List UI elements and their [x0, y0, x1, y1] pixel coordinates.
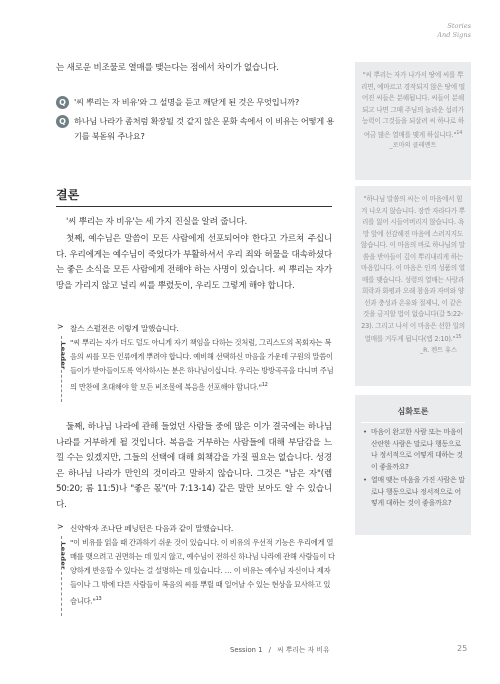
quote-body: "씨 뿌리는 자가 더도 덜도 아니게 자기 책임을 다하는 것처럼, 그리스도의 목회자는 복음의 씨를 모든 인류에게 뿌려야 합니다. 예비해 선택하신 마음을 가운데 구원의 말씀이 들이가 받아들이도록 역사하시는 분은 하나님이십니다. 우리는 방방곡곡을 다니며 주님의 만찬에 초대해야 할 모든 비조물에 복음을 선포해야 합니다."	[70, 338, 334, 392]
chevron-right-icon: >	[57, 322, 64, 331]
footer-session-title: 씨 뿌리는 자 비유	[277, 646, 330, 654]
question-1	[56, 95, 338, 110]
question-text: 하나님 나라가 좀처럼 확장될 것 같지 않은 문화 속에서 이 비유는 어떻게 용기를 북돋워 주나요?	[74, 116, 335, 141]
question-badge: Q	[56, 96, 69, 109]
running-head-line: And Signs	[437, 31, 471, 39]
discussion-item: • 열매 맺는 마음을 가진 사람은 말로나 행동으로나 정서적으로 어떻게 대하는 것이 좋을까요?	[363, 475, 465, 510]
footnote-ref: 14	[456, 129, 463, 136]
footnote-ref: 15	[455, 334, 462, 340]
quote-body: "씨 뿌리는 자가 나가서 땅에 씨를 뿌리면, 예마르고 경작되지 않은 땅에 떨어진 씨들은 분해됩니다. 씨들이 분해되고 나면 그때 주님의 놀라운 섭리가 능력이 그것들을 되살려 씨 하나로 하여금 많은 열매를 맺게 하십니다."	[361, 71, 465, 139]
paragraph: 둘째, 하나님 나라에 관해 들었던 사람들 중에 많은 이가 결국에는 하나님 나라를 거부하게 될 것입니다. 복음을 거부하는 사람들에 대해 부담감을 느낄 수는 있겠지만, 그들의 선택에 대해 회책감을 가질 필요는 없습니다. 성경은 하나님 나라가 만인의 것이라고 말하지 않습니다. 그것은 "남은 자"(렘 50:20; 롬 11:5)나 "좋은 몫"(마 7:13-14) 같은 말만 보아도 알 수 있습니다.	[56, 422, 332, 510]
intro-paragraph: 는 새로운 비조물로 열매를 맺는다는 점에서 차이가 없습니다.	[56, 63, 279, 73]
leader-note-1	[56, 322, 336, 394]
section-title: 결론	[56, 188, 80, 202]
question-text: '씨 뿌리는 자 비유'와 그 설명을 듣고 깨닫게 된 것은 무엇입니까?	[74, 97, 300, 107]
running-head-line: Stories	[447, 22, 471, 30]
leader-dashed-line	[61, 536, 62, 616]
sidebar-quote-1	[355, 62, 471, 180]
running-head	[355, 22, 471, 40]
question-2	[56, 114, 338, 144]
discussion-title: 심화토론	[361, 402, 465, 423]
footer-session-label: Session 1	[230, 646, 263, 654]
paragraph: 첫째, 예수님은 말씀이 모든 사람에게 선포되어야 한다고 가르쳐 주십니다. 우리에게는 예수님이 죽었다가 부활하셔서 우리 죄와 허물을 대속하셨다는 좋은 소식을 모든 사람에게 전해야 하는 사명이 있습니다. 씨 뿌리는 자가 땅을 가리지 않고 널리 씨를 뿌렸듯이, 우리도 그렇게 해야 합니다.	[56, 234, 332, 291]
footer-separator: /	[268, 646, 271, 654]
leader-lead: 찰스 스펄전은 이렇게 말했습니다.	[70, 324, 179, 333]
conclusion-intro	[56, 215, 332, 231]
sidebar-quote-text	[355, 62, 471, 141]
conclusion-point-1	[56, 232, 332, 294]
sidebar-quote-2	[355, 186, 471, 386]
leader-note-2	[56, 522, 336, 608]
footnote-ref: 13	[95, 596, 102, 602]
sidebar-quote-attribution: _R. 켄트 휴스	[420, 346, 457, 354]
leader-quote	[70, 536, 336, 608]
leader-quote	[70, 336, 336, 394]
discussion-item: • 마음이 완고한 사람 또는 마음이 산란한 사람은 말로나 행동으로나 정서적으로 어떻게 대하는 것이 좋을까요?	[363, 427, 465, 473]
leader-lead: 신약학자 조나단 페닝턴은 다음과 같이 말했습니다.	[70, 524, 234, 533]
leader-label: Leader	[59, 342, 67, 370]
discussion-box	[355, 395, 471, 535]
quote-body: "이 비유를 읽을 때 간과하기 쉬운 것이 있습니다. 이 비유의 우선적 기능은 우리에게 열매를 맺으려고 권면하는 데 있지 않고, 예수님이 전하신 하나님 나라에 관해 사람들이 다양하게 반응할 수 있다는 걸 설명하는 데 있습니다. … 이 비유는 예수님 자신이나 제자들이나 그 밖에 다른 사람들이 복음의 씨를 뿌릴 때 일어날 수 있는 현상을 묘사하고 있습니다."	[70, 538, 335, 606]
question-badge: Q	[56, 115, 69, 128]
sidebar-quote-text	[355, 186, 471, 346]
section-divider	[56, 206, 332, 207]
leader-dashed-line	[61, 336, 62, 402]
footnote-ref: 12	[261, 382, 268, 388]
sidebar	[355, 0, 471, 684]
paragraph: '씨 뿌리는 자 비유'는 세 가지 진실을 알려 줍니다.	[66, 217, 248, 227]
chevron-right-icon: >	[57, 522, 64, 531]
sidebar-quote-attribution: _로마의 클레멘트	[389, 142, 437, 150]
quote-body: "하나님 말씀의 씨는 이 마음에서 힘겨 나오지 않습니다. 잠깐 자라다가 뿌리를 잃어 시들어버리지 않습니다. 욕망 앞에 선감해진 마음에 스러지지도 않습니다. 이 마음의 바로 하나님의 말씀을 받아들이 깊이 뿌리내리게 하는 마음입니다. 이 마음은 인격 성품의 열매를 맺습니다. 성령의 열매는 사랑과 희락과 화평과 오래 참음과 자비와 양선과 충성과 온유와 절제니, 이 같은 것을 금지할 법이 없습니다(갈 5:22-23). 그리고 나서 이 마음은 선한 일의 열매를 거두게 됩니다(엡 2:10)."	[361, 195, 465, 344]
leader-label: Leader	[59, 542, 67, 570]
footer-session	[230, 644, 330, 654]
discussion-list	[355, 427, 471, 510]
conclusion-point-2	[56, 420, 332, 513]
page-number: 25	[457, 644, 468, 653]
